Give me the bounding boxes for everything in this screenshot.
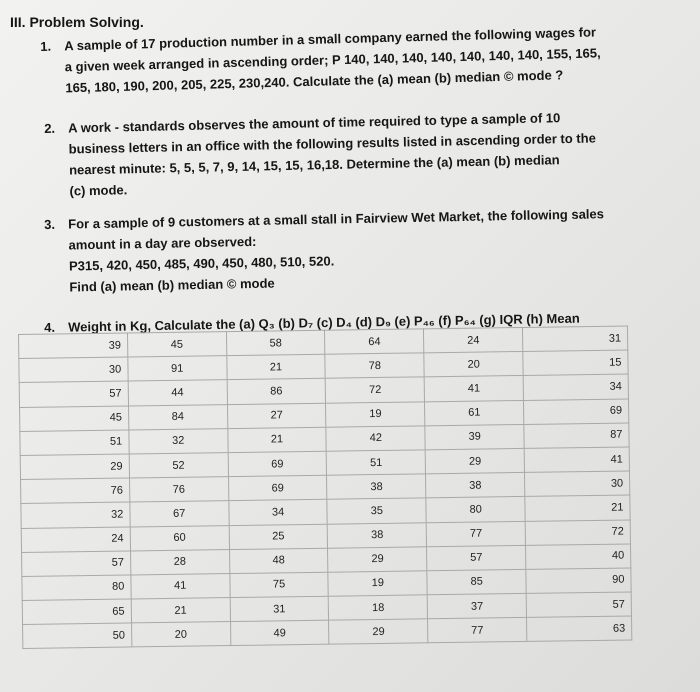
table-cell: 57 xyxy=(526,592,631,618)
table-cell: 87 xyxy=(524,423,629,449)
table-cell: 28 xyxy=(130,549,229,575)
problem-text-line: P315, 420, 450, 485, 490, 450, 480, 510, 520. xyxy=(68,253,335,274)
problem-text-line: For a sample of 9 customers at a small stall in Fairview Wet Market, the following sales xyxy=(68,206,605,232)
table-cell: 72 xyxy=(525,519,630,545)
problem-number: 3. xyxy=(44,216,56,232)
table-cell: 20 xyxy=(131,622,230,648)
table-cell: 31 xyxy=(523,326,628,352)
table-cell: 19 xyxy=(328,571,427,597)
table-cell: 57 xyxy=(22,551,131,577)
problem-number: 4. xyxy=(44,319,56,335)
table-cell: 48 xyxy=(229,548,328,574)
table-cell: 57 xyxy=(19,381,128,407)
table-cell: 32 xyxy=(129,428,228,454)
table-cell: 31 xyxy=(230,596,329,622)
table-cell: 25 xyxy=(229,524,328,550)
table-cell: 77 xyxy=(426,521,525,547)
table-cell: 40 xyxy=(526,544,631,570)
table-cell: 39 xyxy=(425,424,524,450)
table-cell: 29 xyxy=(425,448,524,474)
table-cell: 63 xyxy=(527,616,632,642)
table-cell: 21 xyxy=(131,598,230,624)
table-cell: 34 xyxy=(228,500,327,526)
table-cell: 84 xyxy=(128,404,227,430)
table-cell: 86 xyxy=(227,379,326,405)
table-cell: 38 xyxy=(327,474,426,500)
table-cell: 29 xyxy=(329,619,428,645)
table-cell: 76 xyxy=(129,477,228,503)
table-cell: 64 xyxy=(325,329,424,355)
table-cell: 75 xyxy=(229,572,328,598)
problem-text-line: a given week arranged in ascending order; P 140, 140, 140, 140, 140, 140, 140, 155, 165, xyxy=(64,45,601,75)
table-cell: 58 xyxy=(226,330,325,356)
problem-2 xyxy=(44,105,684,199)
problem-3 xyxy=(44,202,684,295)
table-cell: 20 xyxy=(424,352,523,378)
weights-table xyxy=(18,325,632,649)
table-cell: 67 xyxy=(130,501,229,527)
table-cell: 35 xyxy=(327,498,426,524)
table-cell: 51 xyxy=(20,430,129,456)
table-cell: 44 xyxy=(128,380,227,406)
section-heading: III. Problem Solving. xyxy=(10,14,144,30)
table-cell: 24 xyxy=(21,526,130,552)
table-cell: 34 xyxy=(523,374,628,400)
table-cell: 72 xyxy=(326,377,425,403)
table-cell: 76 xyxy=(21,478,130,504)
table-cell: 41 xyxy=(524,447,629,473)
table-cell: 69 xyxy=(524,399,629,425)
table-cell: 69 xyxy=(228,451,327,477)
table-cell: 39 xyxy=(19,333,128,359)
table-cell: 52 xyxy=(129,453,228,479)
problem-text-line: amount in a day are observed: xyxy=(68,233,257,253)
table-cell: 21 xyxy=(227,427,326,453)
table-cell: 61 xyxy=(425,400,524,426)
table-cell: 30 xyxy=(525,471,630,497)
table-cell: 38 xyxy=(426,473,525,499)
problem-text-line: 165, 180, 190, 200, 205, 225, 230,240. Calculate the (a) mean (b) median © mode ? xyxy=(65,67,564,96)
table-cell: 32 xyxy=(21,502,130,528)
table-cell: 80 xyxy=(426,497,525,523)
table-cell: 80 xyxy=(22,575,131,601)
table-cell: 29 xyxy=(20,454,129,480)
table-cell: 41 xyxy=(131,573,230,599)
table-cell: 37 xyxy=(427,593,526,619)
table-cell: 41 xyxy=(424,376,523,402)
table-cell: 50 xyxy=(23,623,132,649)
problem-text-line: (c) mode. xyxy=(69,182,128,199)
problem-text-line: business letters in an office with the following results listed in ascending order to the xyxy=(68,130,597,157)
table-cell: 21 xyxy=(525,495,630,521)
table-cell: 45 xyxy=(20,406,129,432)
table-cell: 21 xyxy=(226,354,325,380)
weights-table-body xyxy=(19,326,632,649)
problem-number: 2. xyxy=(44,120,56,136)
problem-text-line: A work - standards observes the amount of time required to type a sample of 10 xyxy=(68,110,561,136)
table-cell: 49 xyxy=(230,620,329,646)
problem-text-line: Find (a) mean (b) median © mode xyxy=(69,275,275,295)
table-cell: 38 xyxy=(328,522,427,548)
table-cell: 85 xyxy=(427,569,526,595)
table-cell: 27 xyxy=(227,403,326,429)
problem-number: 1. xyxy=(40,38,52,54)
problem-text-line: Weight in Kg, Calculate the (a) Q₃ (b) D₇ (c) D₄ (d) D₉ (e) P₄₆ (f) P₆₄ (g) IQR (h) Mean xyxy=(68,310,580,335)
table-cell: 51 xyxy=(327,450,426,476)
problem-text-line: A sample of 17 production number in a small company earned the following wages for xyxy=(64,24,597,54)
table-cell: 45 xyxy=(127,332,226,358)
table-cell: 18 xyxy=(329,595,428,621)
table-cell: 30 xyxy=(19,357,128,383)
table-cell: 90 xyxy=(526,568,631,594)
table-cell: 69 xyxy=(228,475,327,501)
table-cell: 65 xyxy=(22,599,131,625)
table-cell: 78 xyxy=(325,353,424,379)
table-cell: 24 xyxy=(424,327,523,353)
problem-4 xyxy=(44,306,684,335)
table-cell: 42 xyxy=(326,426,425,452)
table-cell: 15 xyxy=(523,350,628,376)
problem-text-line: nearest minute: 5, 5, 5, 7, 9, 14, 15, 15, 16,18. Determine the (a) mean (b) median xyxy=(68,152,560,178)
table-cell: 19 xyxy=(326,401,425,427)
table-cell: 77 xyxy=(428,618,527,644)
table-cell: 29 xyxy=(328,547,427,573)
table-cell: 60 xyxy=(130,525,229,551)
table-cell: 91 xyxy=(128,356,227,382)
table-cell: 57 xyxy=(427,545,526,571)
